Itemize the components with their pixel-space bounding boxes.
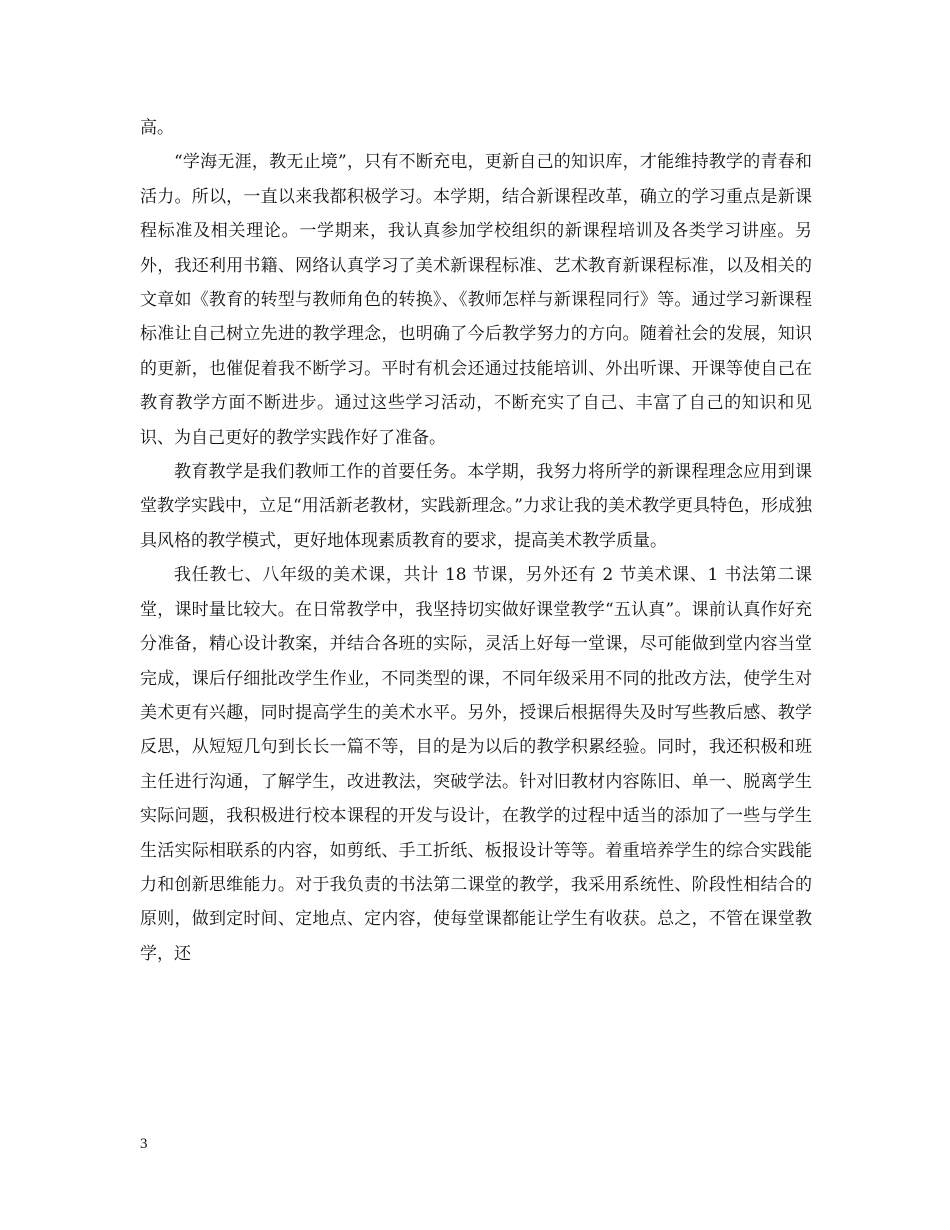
paragraph-teaching-task: 教育教学是我们教师工作的首要任务。本学期，我努力将所学的新课程理念应用到课堂教学实践中，立足“用活新老教材，实践新理念。”力求让我的美术教学更具特色，形成独具风格的教学模式，更好地体现素质教育的要求，提高美术教学质量。 xyxy=(140,462,812,551)
document-body xyxy=(140,111,812,971)
paragraph-learning: “学海无涯，教无止境”，只有不断充电，更新自己的知识库，才能维持教学的青春和活力。所以，一直以来我都积极学习。本学期，结合新课程改革，确立的学习重点是新课程标准及相关理论。一学期来，我认真参加学校组织的新课程培训及各类学习讲座。另外，我还利用书籍、网络认真学习了美术新课程标准、艺术教育新课程标准，以及相关的文章如《教育的转型与教师角色的转换》、《教师怎样与新课程同行》等。通过学习新课程标准让自己树立先进的教学理念，也明确了今后教学努力的方向。随着社会的发展，知识的更新，也催促着我不断学习。平时有机会还通过技能培训、外出听课、开课等使自己在教育教学方面不断进步。通过这些学习活动，不断充实了自己、丰富了自己的知识和见识、为自己更好的教学实践作好了准备。 xyxy=(140,152,812,448)
paragraph-art-classes: 我任教七、八年级的美术课，共计 18 节课，另外还有 2 节美术课、1 书法第二课堂，课时量比较大。在日常教学中，我坚持切实做好课堂教学“五认真”。课前认真作好充分准备，精心设计教案，并结合各班的实际，灵活上好每一堂课，尽可能做到堂内容当堂完成，课后仔细批改学生作业，不同类型的课，不同年级采用不同的批改方法，使学生对美术更有兴趣，同时提高学生的美术水平。另外，授课后根据得失及时写些教后感、教学反思，从短短几句到长长一篇不等，目的是为以后的教学积累经验。同时，我还积极和班主任进行沟通，了解学生，改进教法，突破学法。针对旧教材内容陈旧、单一、脱离学生实际问题，我积极进行校本课程的开发与设计，在教学的过程中适当的添加了一些与学生生活实际相联系的内容，如剪纸、手工折纸、板报设计等等。着重培养学生的综合实践能力和创新思维能力。对于我负责的书法第二课堂的教学，我采用系统性、阶段性相结合的原则，做到定时间、定地点、定内容，使每堂课都能让学生有收获。总之，不管在课堂教学，还 xyxy=(140,565,812,964)
paragraph-continuation: 高。 xyxy=(140,118,174,138)
page-number: 3 xyxy=(140,1136,148,1152)
